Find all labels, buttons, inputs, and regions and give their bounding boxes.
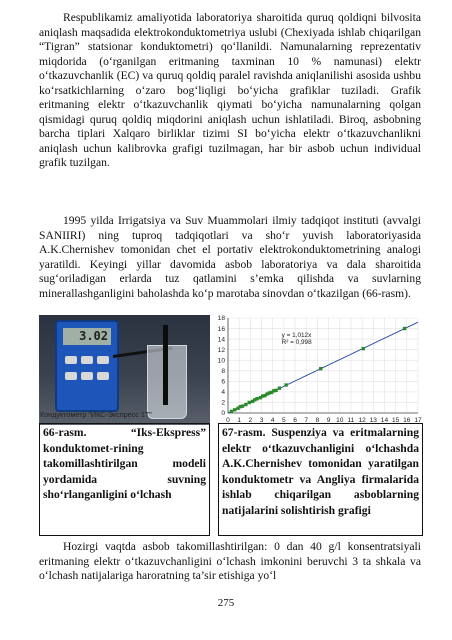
y-tick-label: 14 (217, 336, 225, 344)
conductometer-device (55, 320, 119, 412)
data-point (274, 389, 277, 392)
x-tick-label: 9 (326, 417, 331, 424)
meter-button (81, 372, 93, 380)
x-tick-label: 5 (282, 417, 286, 424)
x-tick-label: 8 (315, 417, 320, 424)
x-tick-label: 12 (358, 417, 366, 424)
data-point (284, 383, 287, 386)
x-tick-label: 6 (293, 417, 297, 424)
meter-button (65, 356, 77, 364)
y-tick-label: 4 (221, 389, 225, 397)
figure-66-caption: 66-rasm. “Iks-Ekspress” konduktomet-rining takomillashtirilgan modeli yordamida suvning sho‘rlanganligini o‘lchash (39, 423, 210, 536)
paragraph-improvements: Hozirgi vaqtda asbob takomillashtirilgan: 0 dan 40 g/l konsentratsiyali eritmaning elektr o‘tkazuvchanligini o‘lchash imkonini beruvchi 3 ta shkala va o‘lchash natijalariga haroratning ta’sir etishiga yo‘l (39, 540, 421, 582)
data-point (362, 347, 365, 350)
x-tick-label: 1 (237, 417, 242, 424)
x-tick-label: 15 (391, 417, 400, 424)
page-number: 275 (217, 597, 235, 609)
data-point (230, 410, 233, 413)
data-point (244, 403, 247, 406)
conductivity-probe (163, 325, 168, 405)
x-tick-label: 0 (226, 417, 230, 424)
x-tick-label: 16 (403, 417, 411, 424)
x-tick-label: 2 (248, 417, 253, 424)
data-point (278, 386, 281, 389)
meter-button (97, 372, 109, 380)
x-tick-label: 10 (336, 417, 344, 424)
figure-67-caption: 67-rasm. Suspenziya va eritmalarning elektr o‘tkazuvchanligini o‘lchashda A.K.Chernishev tomonidan yaratilgan konduktometr va Angliya firmalarida ishlab chiqarilgan asboblarning natijalarini solishtirish grafigi (218, 423, 423, 536)
data-point (241, 404, 244, 407)
data-point (255, 397, 258, 400)
y-tick-label: 2 (221, 399, 225, 407)
data-point (403, 327, 406, 330)
photo-caption: Кондуктометр "ИКС-Экспресс 1Т" (40, 410, 152, 419)
x-tick-label: 7 (304, 417, 309, 424)
y-tick-label: 8 (221, 367, 225, 375)
data-point (319, 367, 322, 370)
y-tick-label: 12 (217, 346, 225, 354)
y-tick-label: 18 (217, 315, 225, 323)
meter-button (65, 372, 77, 380)
x-tick-label: 17 (414, 417, 422, 424)
paragraph-intro: Respublikamiz amaliyotida laboratoriya sharoitida quruq qoldiqni bilvosita aniqlash maqsadida elektrokonduktometriya uslubi (Chexiyada ishlab chiqarilgan “Tigran” statsionar konduktometri) qo‘llanildi. Namunalarning reprezentativ miqdorida (o‘rganilgan eritmaning taxminan 10 % namunasi) elektr o‘tkazuvchanlik (EC) va quruq qoldiq paralel ravishda aniqlanilishi asosida ushbu ko‘rsatkichlarning o‘zaro bog‘liqligi bo‘yicha grafiklar tuziladi. Grafik eritmaning elektr o‘tkazuvchanlik qiymati bo‘yicha namunalarning qolgan qismidagi quruq qoldiq miqdorini aniqlash uchun ishlatiladi. Biroq, asbobning barcha tiplari Xalqaro birliklar tizimi SI bo‘yicha elektr o‘tkazuvchanlikni aniqlash uchun kalibrovka grafigi tuzilmagan, har bir asbob uchun individual grafik tuzilgan. (39, 11, 421, 169)
data-point (248, 401, 251, 404)
y-tick-label: 0 (221, 410, 225, 418)
y-tick-label: 6 (221, 378, 225, 386)
meter-button (97, 356, 109, 364)
y-tick-label: 10 (217, 357, 225, 365)
x-tick-label: 4 (270, 417, 275, 424)
x-tick-label: 3 (259, 417, 264, 424)
trendline-r2: R² = 0,998 (281, 338, 312, 346)
figure-67-chart (212, 313, 424, 425)
trendline-equation: y = 1,012x (281, 332, 312, 339)
x-tick-label: 14 (380, 417, 389, 424)
y-tick-label: 16 (217, 325, 225, 333)
x-tick-label: 11 (347, 417, 355, 424)
meter-display: 3.02 (63, 328, 111, 345)
meter-button (81, 356, 93, 364)
paragraph-chernishev: 1995 yilda Irrigatsiya va Suv Muammolari ilmiy tadqiqot instituti (avvalgi SANIIRI) ning tuproq tadqiqotlari va sho‘r yuvish laboratoriyasida A.K.Chernishev tomonidan chet el portativ elektrokonduktometrining analogi yaratildi. Keyingi yillar davomida asbob laboratoriya va dala sharoitida sug‘oriladigan erlarda tuz qatlamini s’emka qilishda va suvlarning minerallashganligini baholashda ko‘p marotaba sinovdan o‘tkazilgan (66-rasm). (39, 214, 421, 300)
data-point (233, 408, 236, 411)
figure-66-photo (39, 315, 210, 425)
x-tick-label: 13 (369, 417, 377, 424)
